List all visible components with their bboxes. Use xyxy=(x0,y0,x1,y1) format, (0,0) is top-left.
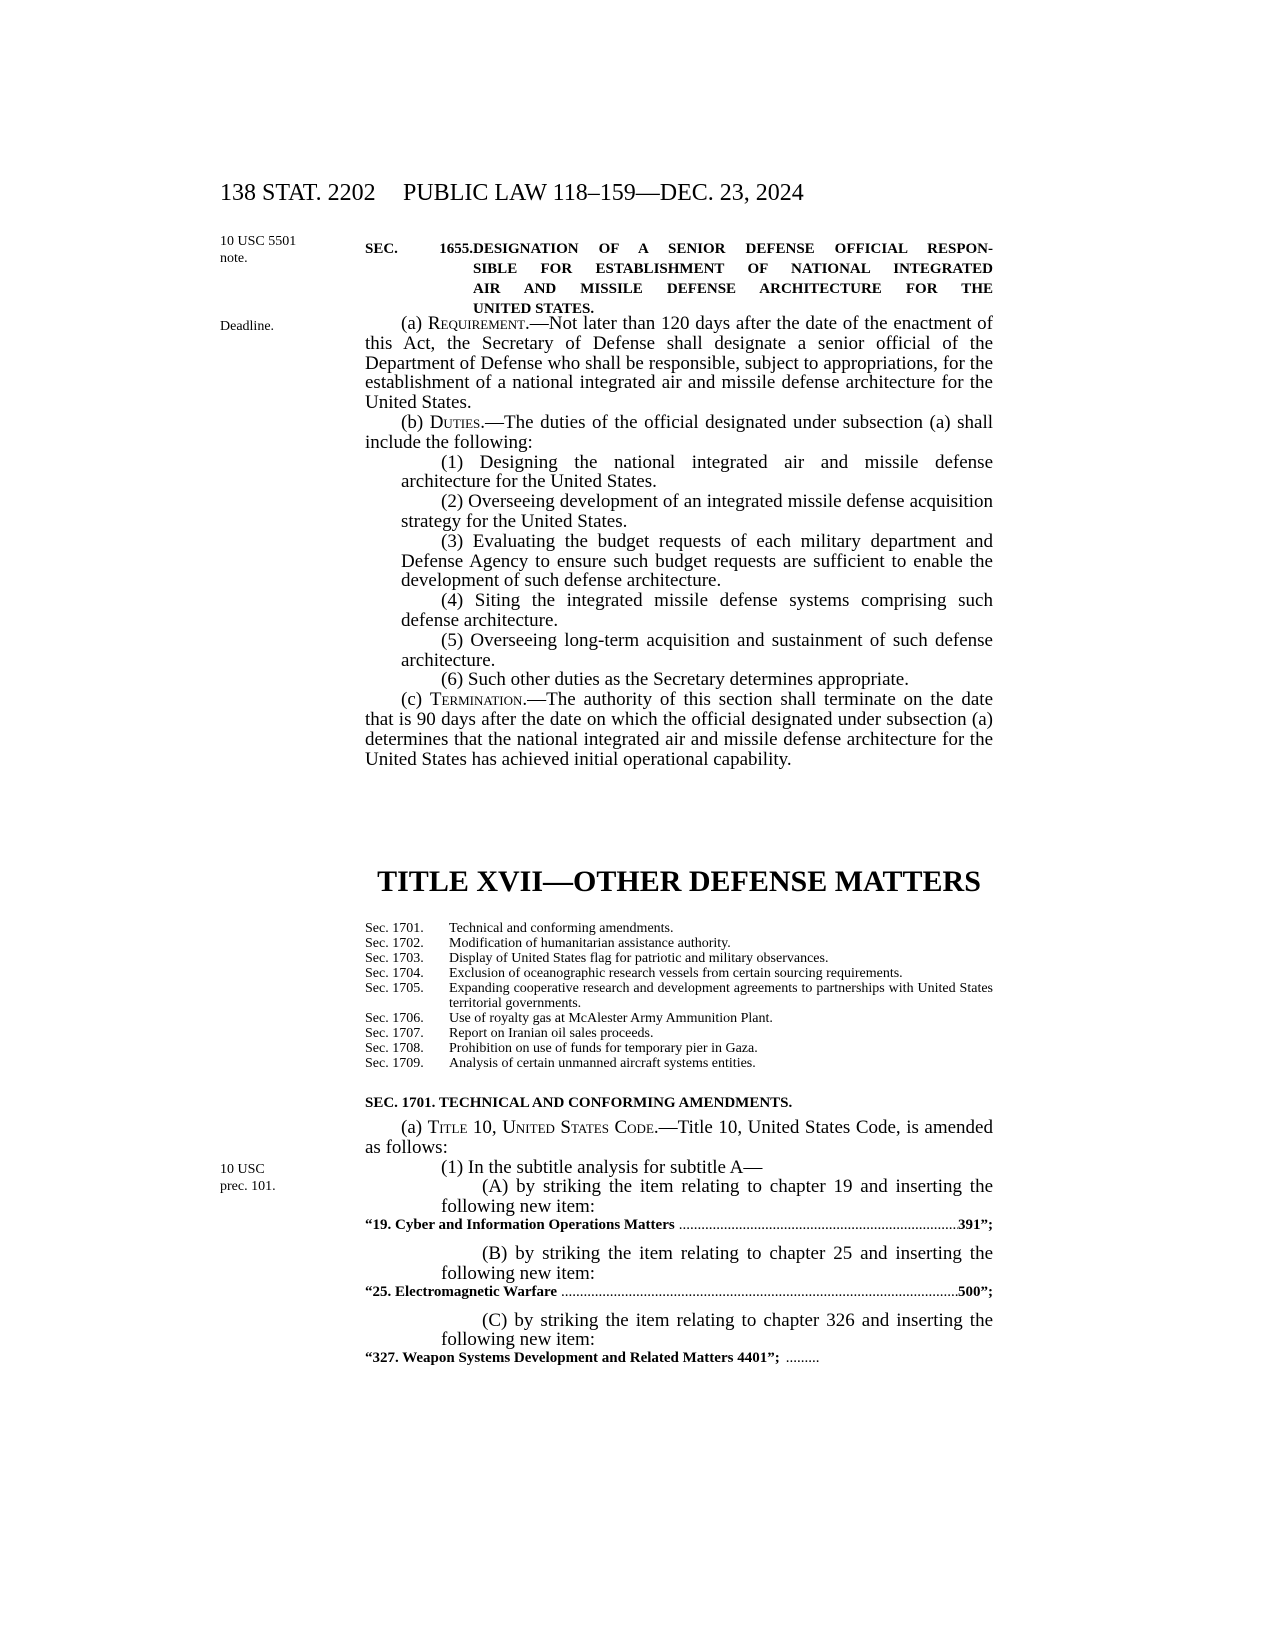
dot-leader xyxy=(675,1217,958,1233)
section-1701-body xyxy=(365,1118,993,1366)
section-1655-heading xyxy=(365,239,993,319)
subsection-heading: Title 10, United States Code xyxy=(427,1117,654,1138)
subsection-text: .—Not later than 120 days after the date of the enactment of this Act, the Secretary of Defense shall designate a senior official of the Department of Defense who shall be responsible, subject to appropriations, for the establishment of a national integrated air and missile defense architecture for the United States. xyxy=(365,313,993,414)
section-title-line: DESIGNATION OF A SENIOR DEFENSE OFFICIAL RESPON- xyxy=(473,241,993,257)
margin-note-usc-prec-101 xyxy=(220,1161,276,1195)
subsection-a-title-10 xyxy=(365,1118,993,1158)
item-label: “19. Cyber and Information Operations Matters xyxy=(365,1216,675,1233)
toc-section-text: Display of United States flag for patriotic and military observances. xyxy=(449,951,829,966)
toc-row xyxy=(365,921,993,936)
toc-section-label: Sec. 1701. xyxy=(365,921,424,936)
toc-row xyxy=(365,1041,993,1056)
subsection-text: .—The duties of the official designated under subsection (a) shall include the following: xyxy=(365,411,994,453)
toc-section-label: Sec. 1706. xyxy=(365,1011,424,1026)
toc-row xyxy=(365,951,993,966)
toc-section-text: Technical and conforming amendments. xyxy=(449,921,674,936)
section-title-line: AIR AND MISSILE DEFENSE ARCHITECTURE FOR THE xyxy=(473,281,993,297)
duty-paragraph-5: (5) Overseeing long-term acquisition and sustainment of such defense architecture. xyxy=(401,629,993,671)
toc-row xyxy=(365,1056,993,1071)
subparagraph-a: (A) by striking the item relating to chapter 19 and inserting the following new item: xyxy=(441,1176,993,1218)
toc-section-label: Sec. 1709. xyxy=(365,1056,424,1071)
toc-row xyxy=(365,966,993,981)
toc-section-label: Sec. 1705. xyxy=(365,981,424,996)
subsection-heading: Duties xyxy=(429,411,481,433)
inserted-item-chapter-327 xyxy=(365,1350,993,1366)
margin-note-line: 10 USC xyxy=(220,1162,265,1177)
margin-note-line: prec. 101. xyxy=(220,1179,276,1194)
page-stat-citation: 138 STAT. 2202 xyxy=(220,180,376,206)
subsection-a-requirement xyxy=(365,314,993,413)
toc-section-label: Sec. 1703. xyxy=(365,951,424,966)
title-xvii-heading: TITLE XVII—OTHER DEFENSE MATTERS xyxy=(377,865,981,898)
subsection-label: (c) xyxy=(401,689,430,711)
margin-note-line: 10 USC 5501 xyxy=(220,234,297,249)
duty-paragraph-1: (1) Designing the national integrated air and missile defense architecture for the United States. xyxy=(401,451,993,493)
toc-section-text: Modification of humanitarian assistance authority. xyxy=(449,936,731,951)
subsection-text: .—The authority of this section shall terminate on the date that is 90 days after the date on which the official designated under subsection (a) determines that the national integrated air and missile defense architecture for the United States has achieved initial operational capability. xyxy=(365,689,994,770)
item-label: “327. Weapon Systems Development and Related Matters 4401”; xyxy=(365,1350,780,1367)
subparagraph-c: (C) by striking the item relating to chapter 326 and inserting the following new item: xyxy=(441,1309,993,1351)
subsection-label: (b) xyxy=(401,411,430,433)
toc-section-text: Analysis of certain unmanned aircraft systems entities. xyxy=(449,1056,756,1071)
toc-section-label: Sec. 1708. xyxy=(365,1041,424,1056)
margin-note-deadline: Deadline. xyxy=(220,319,275,334)
section-1655-body xyxy=(365,314,993,769)
toc-section-text: Report on Iranian oil sales proceeds. xyxy=(449,1026,654,1041)
subsection-text: .—Title 10, United States Code, is amended as follows: xyxy=(365,1117,993,1158)
subsection-heading: Termination xyxy=(429,689,523,711)
running-header-title: PUBLIC LAW 118–159—DEC. 23, 2024 xyxy=(403,180,804,206)
subparagraph-b: (B) by striking the item relating to chapter 25 and inserting the following new item: xyxy=(441,1242,993,1284)
toc-row xyxy=(365,1011,993,1026)
toc-section-text: Use of royalty gas at McAlester Army Ammunition Plant. xyxy=(449,1011,773,1026)
margin-note-usc-5501 xyxy=(220,233,296,267)
section-heading-rest xyxy=(365,259,993,319)
inserted-item-chapter-25 xyxy=(365,1284,993,1300)
inserted-item-chapter-19 xyxy=(365,1217,993,1233)
subsection-label: (a) xyxy=(401,1117,428,1138)
margin-note-line: note. xyxy=(220,251,248,266)
section-number: SEC. 1655. xyxy=(365,241,473,257)
item-page: 391”; xyxy=(958,1216,993,1233)
toc-section-text: Expanding cooperative research and development agreements to partnerships with United States territorial governments. xyxy=(449,981,993,1011)
paragraph-1: (1) In the subtitle analysis for subtitle A— xyxy=(441,1156,763,1178)
toc-row xyxy=(365,1026,993,1041)
section-title-line: UNITED STATES. xyxy=(473,301,595,317)
item-label: “25. Electromagnetic Warfare xyxy=(365,1283,558,1300)
dot-leader xyxy=(557,1284,958,1300)
duty-paragraph-2: (2) Overseeing development of an integrated missile defense acquisition strategy for the United States. xyxy=(401,491,993,532)
subsection-c-termination xyxy=(365,690,993,769)
section-heading-line-1 xyxy=(365,239,993,259)
toc-section-label: Sec. 1707. xyxy=(365,1026,424,1041)
toc-section-label: Sec. 1704. xyxy=(365,966,424,981)
spacer xyxy=(365,1300,993,1311)
duty-paragraph-3: (3) Evaluating the budget requests of each military department and Defense Agency to ensure such budget requests are sufficient to enable the development of such defense architecture. xyxy=(401,530,993,592)
toc-row xyxy=(365,981,993,1011)
duty-paragraph-6: (6) Such other duties as the Secretary determines appropriate. xyxy=(441,669,909,691)
duty-paragraph-4: (4) Siting the integrated missile defense systems comprising such defense architecture. xyxy=(401,590,993,631)
title-table-of-contents xyxy=(365,921,993,1071)
subsection-label: (a) xyxy=(401,313,428,334)
subsection-heading: Requirement xyxy=(427,313,526,334)
section-title-line: SIBLE FOR ESTABLISHMENT OF NATIONAL INTEGRATED xyxy=(473,261,993,277)
dot-leader-trail: ......... xyxy=(785,1350,820,1367)
subsection-b-duties xyxy=(365,413,993,453)
item-page: 500”; xyxy=(958,1283,993,1300)
section-1701-heading: SEC. 1701. TECHNICAL AND CONFORMING AMENDMENTS. xyxy=(365,1095,793,1111)
toc-section-text: Prohibition on use of funds for temporary pier in Gaza. xyxy=(449,1041,758,1056)
toc-section-label: Sec. 1702. xyxy=(365,936,424,951)
toc-section-text: Exclusion of oceanographic research vessels from certain sourcing requirements. xyxy=(449,966,903,981)
toc-row xyxy=(365,936,993,951)
